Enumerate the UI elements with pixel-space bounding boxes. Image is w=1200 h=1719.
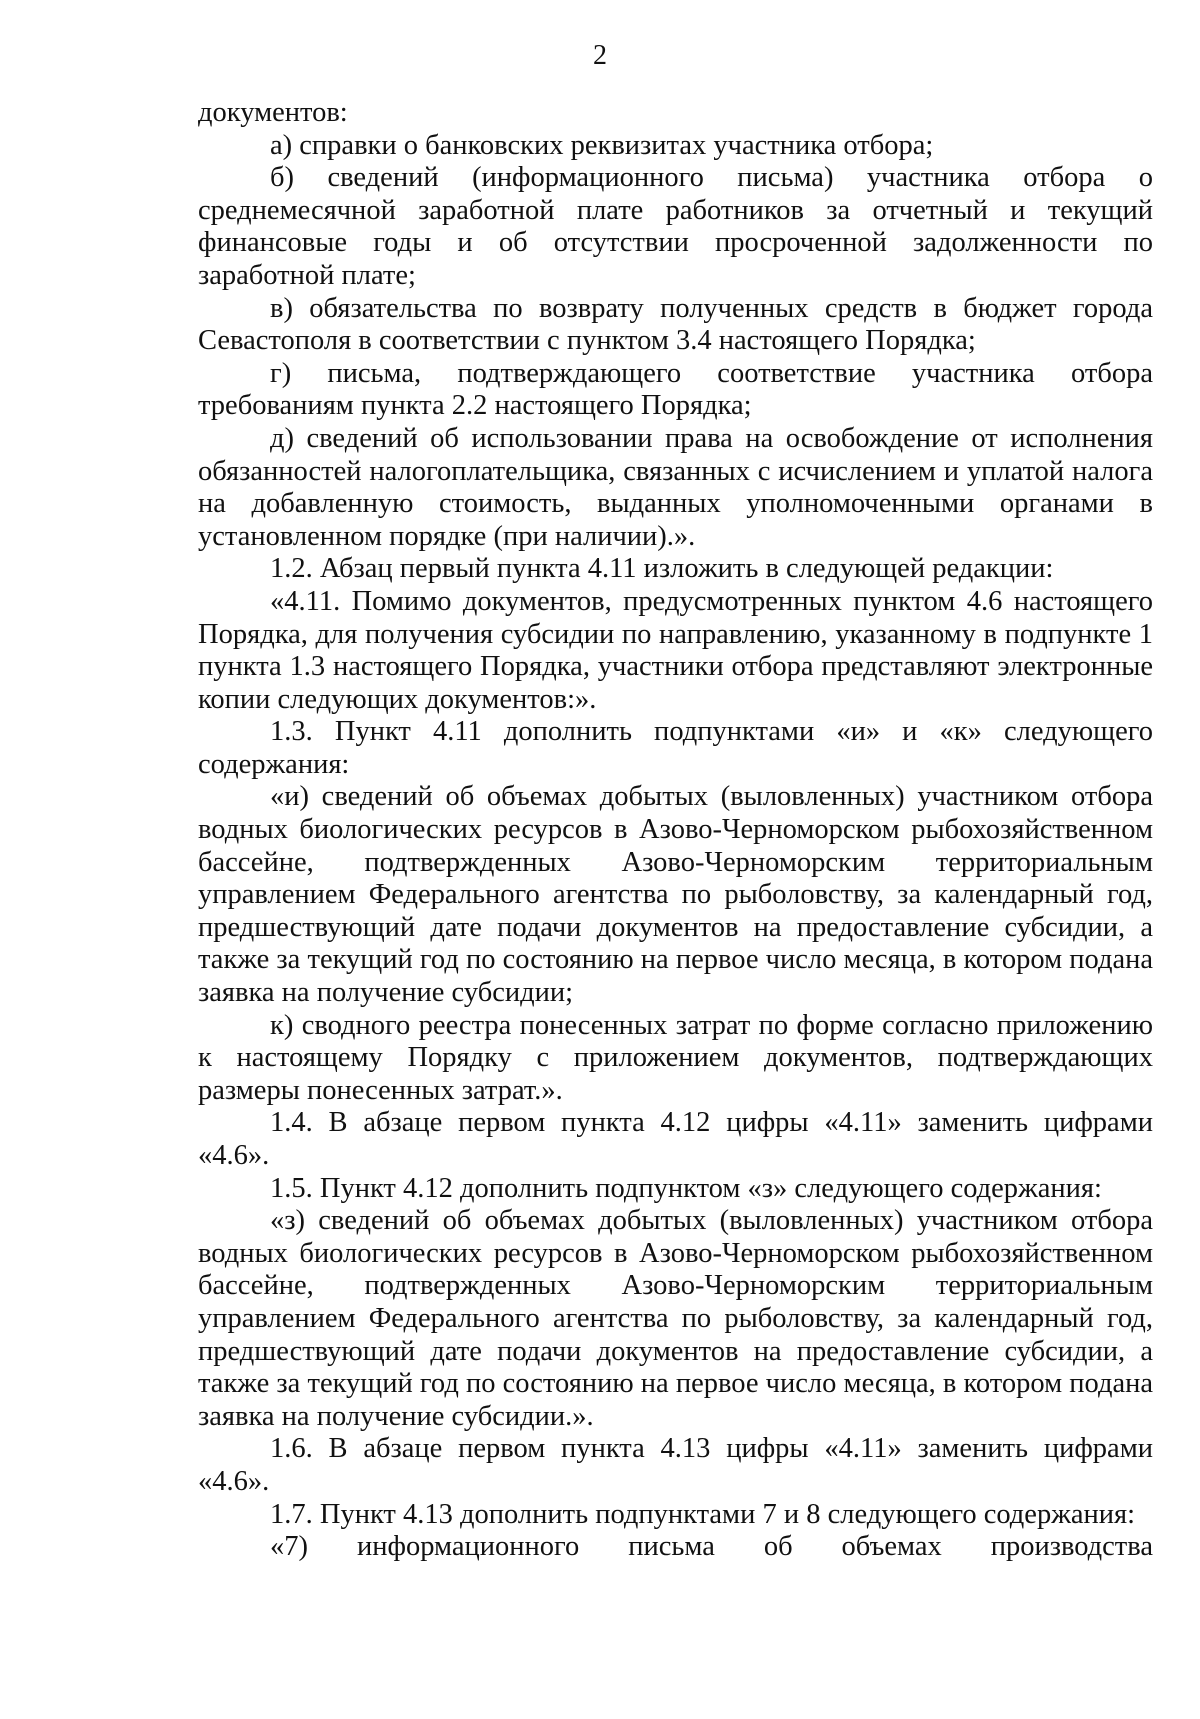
paragraph: «з) сведений об объемах добытых (выловленных) участником отбора водных биологических ресурсов в Азово-Черноморском рыбохозяйственном бассейне, подтвержденных Азово-Черноморским территориальным управлением Федерального агентства по рыболовству, за календарный год, предшествующий дате подачи документов на предоставление субсидии, а также за текущий год по состоянию на первое число месяца, в котором подана заявка на получение субсидии.». — [198, 1205, 1153, 1432]
paragraph: в) обязательства по возврату полученных средств в бюджет города Севастополя в соответствии с пунктом 3.4 настоящего Порядка; — [198, 292, 1153, 357]
paragraph: д) сведений об использовании права на освобождение от исполнения обязанностей налогоплательщика, связанных с исчислением и уплатой налога на добавленную стоимость, выданных уполномоченными органами в установленном порядке (при наличии).». — [198, 422, 1153, 552]
paragraph: «7) информационного письма об объемах производства — [270, 1531, 1153, 1563]
paragraph: 1.3. Пункт 4.11 дополнить подпунктами «и» и «к» следующего содержания: — [198, 716, 1153, 780]
paragraph: 1.5. Пункт 4.12 дополнить подпунктом «з» следующего содержания: — [270, 1172, 1102, 1204]
paragraph: «и) сведений об объемах добытых (выловленных) участником отбора водных биологических ресурсов в Азово-Черноморском рыбохозяйственном бассейне, подтвержденных Азово-Черноморским территориальным управлением Федерального агентства по рыболовству, за календарный год, предшествующий дате подачи документов на предоставление субсидии, а также за текущий год по состоянию на первое число месяца, в котором подана заявка на получение субсидии; — [198, 781, 1153, 1009]
paragraph: 1.4. В абзаце первом пункта 4.12 цифры «4.11» заменить цифрами «4.6». — [198, 1107, 1153, 1171]
paragraph: б) сведений (информационного письма) участника отбора о среднемесячной заработной плате работников за отчетный и текущий финансовые годы и об отсутствии просроченной задолженности по заработной плате; — [198, 162, 1153, 291]
document-body — [198, 97, 1153, 1564]
paragraph: документов: — [198, 97, 348, 128]
paragraph: г) письма, подтверждающего соответствие участника отбора требованиям пункта 2.2 настоящего Порядка; — [198, 357, 1153, 422]
paragraph: 1.6. В абзаце первом пункта 4.13 цифры «4.11» заменить цифрами «4.6». — [198, 1433, 1153, 1497]
paragraph: к) сводного реестра понесенных затрат по форме согласно приложению к настоящему Порядку с приложением документов, подтверждающих размеры понесенных затрат.». — [198, 1009, 1153, 1106]
paragraph: а) справки о банковских реквизитах участника отбора; — [270, 129, 934, 161]
paragraph: 1.7. Пункт 4.13 дополнить подпунктами 7 и 8 следующего содержания: — [270, 1498, 1136, 1530]
page-number: 2 — [593, 40, 607, 71]
paragraph: 1.2. Абзац первый пункта 4.11 изложить в следующей редакции: — [270, 553, 1054, 585]
paragraph: «4.11. Помимо документов, предусмотренных пунктом 4.6 настоящего Порядка, для получения субсидии по направлению, указанному в подпункте 1 пункта 1.3 настоящего Порядка, участники отбора представляют электронные копии следующих документов:». — [198, 585, 1153, 715]
